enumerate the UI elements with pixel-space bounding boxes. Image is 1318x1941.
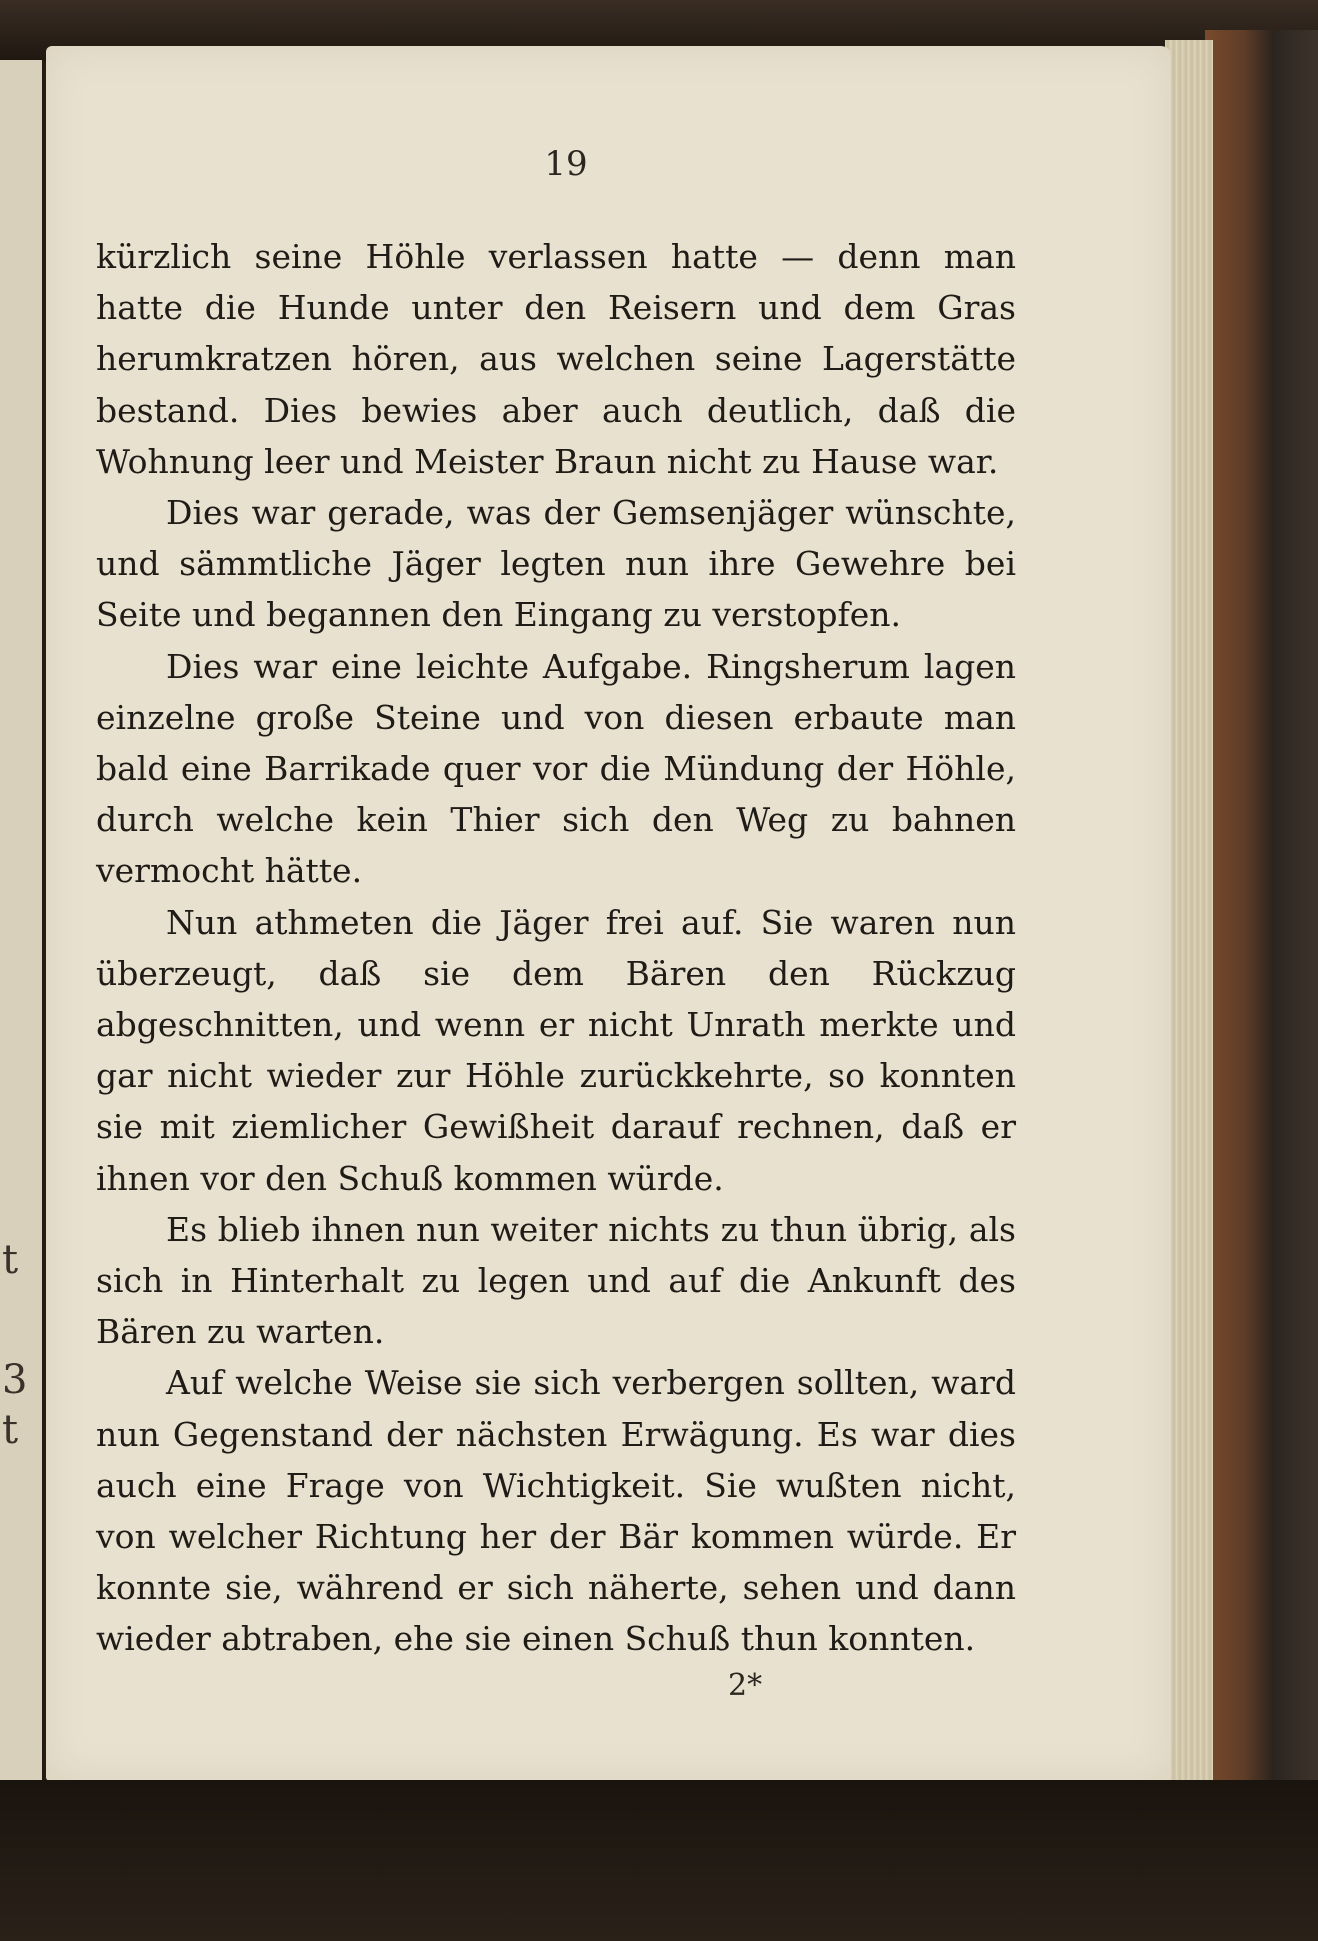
previous-page-marks [0, 60, 42, 1780]
page-text [96, 231, 1016, 1665]
book-background-bottom [0, 1780, 1318, 1941]
page-number: 19 [544, 144, 588, 184]
previous-page-edge [0, 60, 45, 1780]
previous-page-mark: 3 [2, 1357, 28, 1403]
paragraph: Dies war gerade, was der Gemsenjäger wünschte, und sämmtliche Jäger legten nun ihre Gewehre bei Seite und begannen den Eingang zu verstopfen. [96, 493, 1016, 635]
previous-page-mark: t [2, 1407, 19, 1453]
paragraph: Auf welche Weise sie sich verbergen sollten, ward nun Gegenstand der nächsten Erwägung. Es war dies auch eine Frage von Wichtigkeit. Sie wußten nicht, von welcher Richtung her der Bär kommen würde. Er konnte sie, während er sich näherte, sehen und dann wieder abtraben, ehe sie einen Schuß thun konnten. [96, 1363, 1016, 1659]
previous-page-mark: t [2, 1237, 19, 1283]
page-stack-edges [1165, 40, 1213, 1880]
signature-mark: 2* [728, 1668, 763, 1703]
book-page [46, 46, 1171, 1781]
paragraph: Dies war eine leichte Aufgabe. Ringsherum lagen einzelne große Steine und von diesen erbaute man bald eine Barrikade quer vor die Mündung der Höhle, durch welche kein Thier sich den Weg zu bahnen vermocht hätte. [96, 646, 1016, 891]
book-cover-edge [1205, 30, 1318, 1941]
paragraph: Nun athmeten die Jäger frei auf. Sie waren nun überzeugt, daß sie dem Bären den Rückzug abgeschnitten, und wenn er nicht Unrath merkte und gar nicht wieder zur Höhle zurückkehrte, so konnten sie mit ziemlicher Gewißheit darauf rechnen, daß er ihnen vor den Schuß kommen würde. [96, 902, 1016, 1198]
paragraph: kürzlich seine Höhle verlassen hatte — denn man hatte die Hunde unter den Reisern und dem Gras herumkratzen hören, aus welchen seine Lagerstätte bestand. Dies bewies aber auch deutlich, daß die Wohnung leer und Meister Braun nicht zu Hause war. [96, 237, 1016, 481]
paragraph: Es blieb ihnen nun weiter nichts zu thun übrig, als sich in Hinterhalt zu legen und auf die Ankunft des Bären zu warten. [96, 1209, 1016, 1352]
